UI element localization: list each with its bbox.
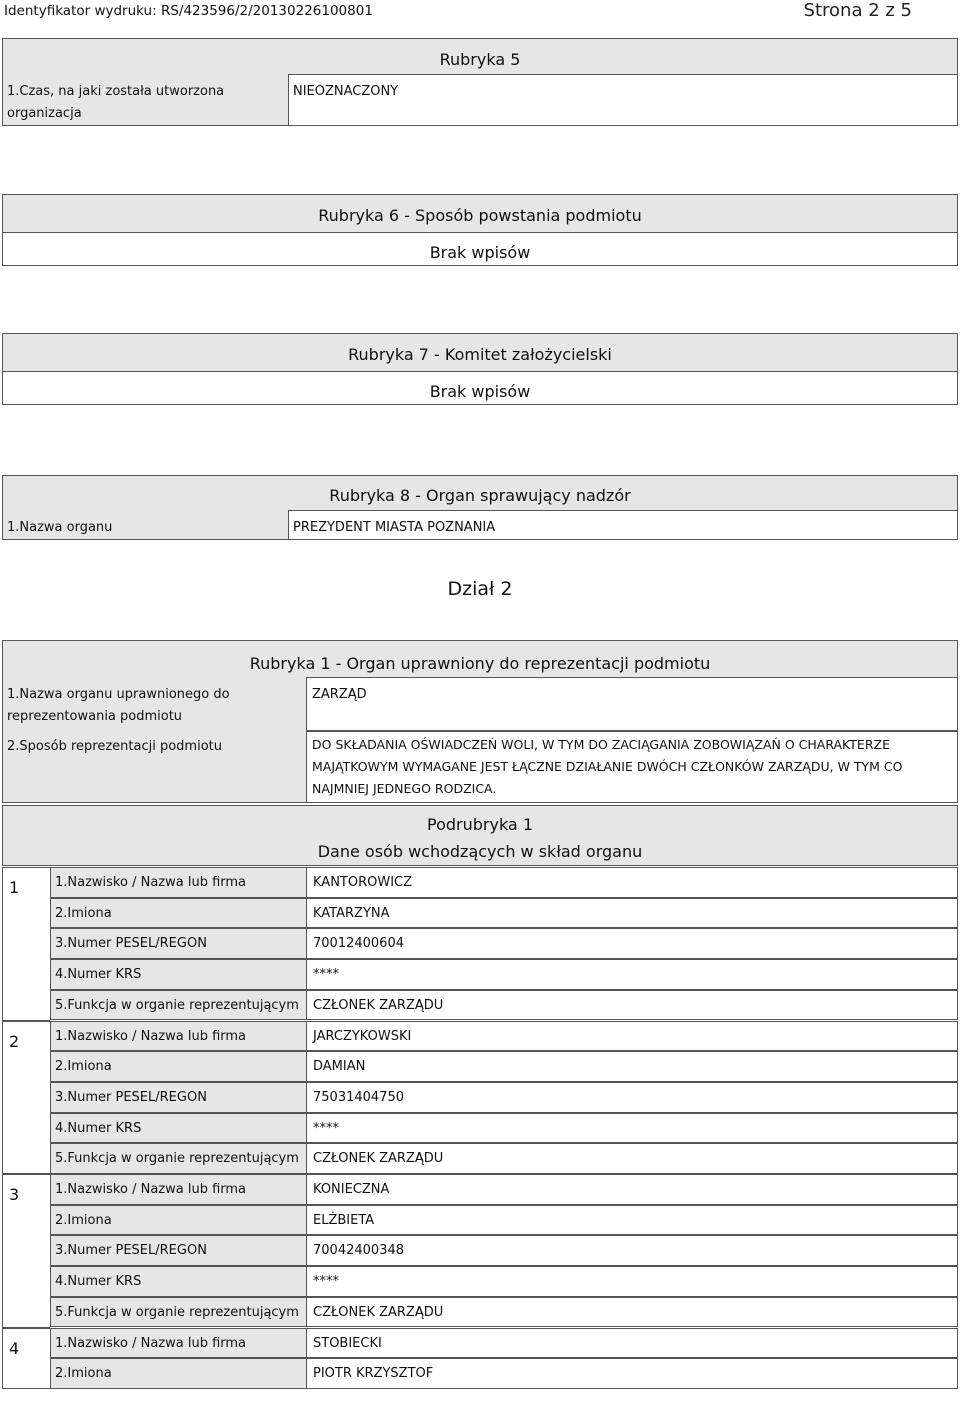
person-field-value: KATARZYNA (306, 898, 958, 929)
person-number: 1 (2, 867, 50, 1021)
person-field-value: STOBIECKI (306, 1328, 958, 1359)
person-field-label: 2.Imiona (50, 1358, 306, 1389)
person-field-label: 1.Nazwisko / Nazwa lub firma (50, 1021, 306, 1052)
podrubryka-subtitle: Dane osób wchodzących w skład organu (317, 842, 643, 861)
d2-rubryka1-title: Rubryka 1 - Organ uprawniony do reprezentacji podmiotu (249, 654, 711, 673)
person-field-label: 1.Nazwisko / Nazwa lub firma (50, 1174, 306, 1205)
person-field-value: 70042400348 (306, 1235, 958, 1266)
rubryka6-title: Rubryka 6 - Sposób powstania podmiotu (318, 206, 642, 225)
person-field-label: 2.Imiona (50, 1205, 306, 1236)
d2-field1-value: ZARZĄD (312, 687, 367, 702)
person-field-label: 5.Funkcja w organie reprezentującym (50, 990, 306, 1021)
person-field-label: 1.Nazwisko / Nazwa lub firma (50, 1328, 306, 1359)
person-field-value: DAMIAN (306, 1051, 958, 1082)
person-field-value: 70012400604 (306, 928, 958, 959)
rubryka8-value: PREZYDENT MIASTA POZNANIA (293, 520, 496, 535)
person-field-value: KONIECZNA (306, 1174, 958, 1205)
person-number: 2 (2, 1021, 50, 1175)
rubryka5-value: NIEOZNACZONY (293, 84, 399, 99)
d2-field1-label-2: reprezentowania podmiotu (7, 709, 183, 724)
rubryka5-title: Rubryka 5 (439, 50, 521, 69)
person-field-value: **** (306, 959, 958, 990)
rubryka6-empty: Brak wpisów (429, 243, 531, 262)
rubryka7-title: Rubryka 7 - Komitet założycielski (348, 345, 612, 364)
rubryka8-label: 1.Nazwa organu (7, 520, 113, 535)
rubryka5-value-box (288, 74, 958, 126)
person-field-label: 3.Numer PESEL/REGON (50, 1082, 306, 1113)
d2-field2-label: 2.Sposób reprezentacji podmiotu (7, 739, 222, 754)
person-field-value: ELŻBIETA (306, 1205, 958, 1236)
rubryka5-label-1: 1.Czas, na jaki została utworzona (7, 84, 225, 99)
person-field-label: 4.Numer KRS (50, 1266, 306, 1297)
person-field-value: **** (306, 1113, 958, 1144)
page-number: Strona 2 z 5 (803, 0, 912, 21)
person-field-label: 4.Numer KRS (50, 959, 306, 990)
dzial-title: Dział 2 (447, 578, 513, 600)
person-number: 3 (2, 1174, 50, 1328)
person-field-value: CZŁONEK ZARZĄDU (306, 1143, 958, 1174)
rubryka8-title: Rubryka 8 - Organ sprawujący nadzór (329, 486, 631, 505)
rubryka7-empty: Brak wpisów (429, 382, 531, 401)
person-field-value: CZŁONEK ZARZĄDU (306, 1297, 958, 1328)
person-field-label: 1.Nazwisko / Nazwa lub firma (50, 867, 306, 898)
person-field-value: PIOTR KRZYSZTOF (306, 1358, 958, 1389)
person-field-label: 3.Numer PESEL/REGON (50, 1235, 306, 1266)
d2-field2-value: DO SKŁADANIA OŚWIADCZEŃ WOLI, W TYM DO ZACIĄGANIA ZOBOWIĄZAŃ O CHARAKTERZE MAJĄTKOWYM WYMAGANE JEST ŁĄCZNE DZIAŁANIE DWÓCH CZŁONKÓW ZARZĄDU, W TYM CO NAJMNIEJ JEDNEGO RODZICA. (312, 737, 903, 796)
person-field-value: KANTOROWICZ (306, 867, 958, 898)
person-field-label: 4.Numer KRS (50, 1113, 306, 1144)
person-field-label: 5.Funkcja w organie reprezentującym (50, 1297, 306, 1328)
d2-field1-label-1: 1.Nazwa organu uprawnionego do (7, 687, 230, 702)
print-id: Identyfikator wydruku: RS/423596/2/20130226100801 (4, 3, 373, 19)
person-field-label: 2.Imiona (50, 898, 306, 929)
podrubryka-title: Podrubryka 1 (427, 815, 533, 834)
person-field-label: 3.Numer PESEL/REGON (50, 928, 306, 959)
person-field-value: **** (306, 1266, 958, 1297)
person-field-label: 2.Imiona (50, 1051, 306, 1082)
rubryka5-label-2: organizacja (7, 106, 82, 121)
person-field-value: JARCZYKOWSKI (306, 1021, 958, 1052)
person-field-value: 75031404750 (306, 1082, 958, 1113)
person-number: 4 (2, 1328, 50, 1389)
person-field-value: CZŁONEK ZARZĄDU (306, 990, 958, 1021)
person-field-label: 5.Funkcja w organie reprezentującym (50, 1143, 306, 1174)
d2-field1-value-box (306, 677, 958, 731)
